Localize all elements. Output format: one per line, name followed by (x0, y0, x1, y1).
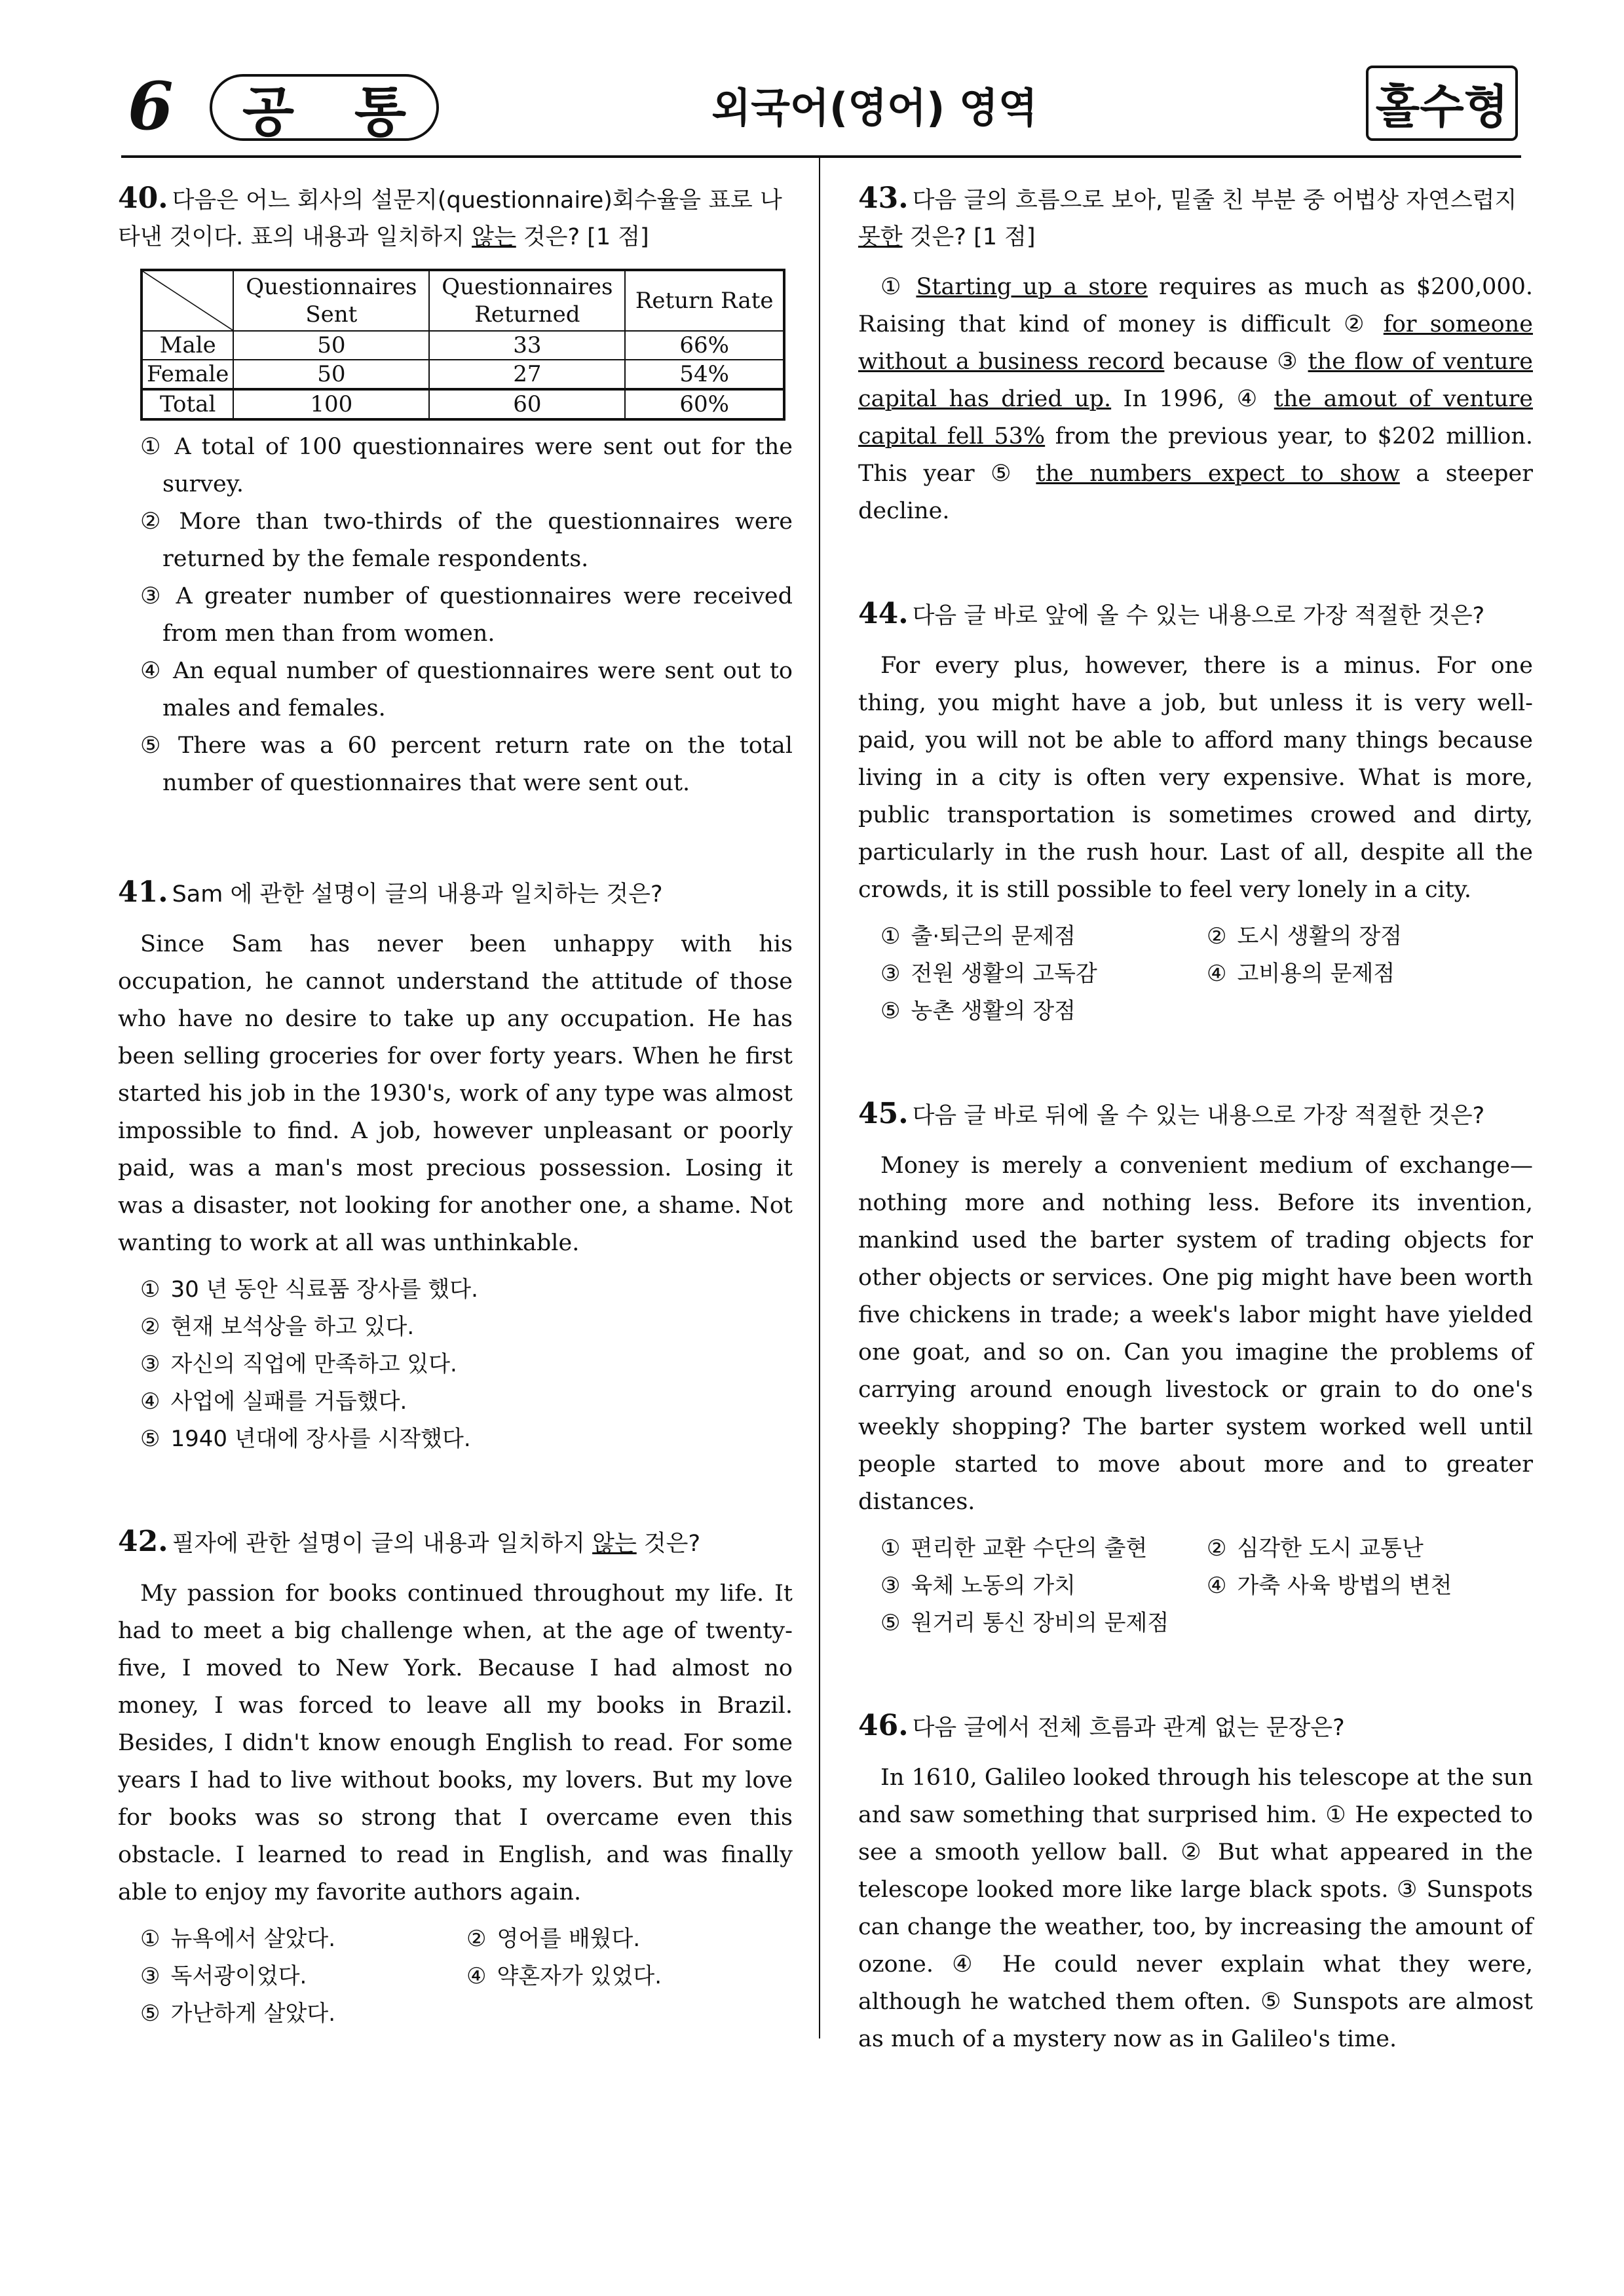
option-text: 육체 노동의 가치 (911, 1573, 1076, 1599)
question-stem (118, 1523, 793, 1562)
option-mark: ② (1207, 1535, 1227, 1561)
option-text: 농촌 생활의 장점 (911, 998, 1076, 1024)
option-mark: ⑤ (140, 1426, 161, 1452)
column-header: Questionnaires Returned (429, 270, 625, 331)
stem-text: 다음 글 바로 앞에 올 수 있는 내용으로 가장 적절한 것은? (912, 603, 1485, 629)
answer-option[interactable] (140, 1995, 466, 2033)
answer-option[interactable] (1207, 1530, 1533, 1567)
left-column (118, 180, 793, 2033)
stem-text-end: 것은? [1 점] (516, 224, 649, 250)
option-text: 뉴욕에서 살았다. (170, 1926, 336, 1952)
answer-option[interactable] (140, 1346, 793, 1383)
table-row (142, 360, 784, 389)
option-mark: ① (140, 434, 164, 460)
stem-underlined: 않는 (592, 1531, 637, 1557)
question-40 (118, 180, 793, 802)
underlined-segment: for someone without a business record (858, 311, 1533, 375)
answer-option[interactable] (880, 1567, 1207, 1605)
underlined-segment: the amout of venture capital fell 53% (858, 386, 1533, 450)
option-mark: ① (140, 1276, 161, 1303)
option-text: 원거리 통신 장비의 문제점 (911, 1610, 1169, 1636)
question-42 (118, 1523, 793, 2033)
option-text: 심각한 도시 교통난 (1237, 1535, 1424, 1561)
reading-passage: For every plus, however, there is a minus. For one thing, you might have a job, but unless it is very well-paid, you will not be able to afford many things because living in a city is often very expensive. What is more, public transportation is sometimes crowed and dirty, particularly in the rush hour. Last of all, despite all the crowds, it is still possible to feel very lonely in a city. (858, 653, 1533, 903)
option-text: 고비용의 문제점 (1237, 961, 1395, 987)
option-mark: ③ (880, 1573, 901, 1599)
answer-option[interactable] (140, 1309, 793, 1346)
option-text: 전원 생활의 고독감 (911, 961, 1097, 987)
answer-option[interactable] (880, 1530, 1207, 1567)
right-column (858, 180, 1533, 2058)
option-text: A greater number of questionnaires were received from men than from women. (162, 583, 793, 647)
option-mark: ② (140, 1314, 161, 1340)
question-number: 43. (858, 182, 909, 215)
answer-option[interactable] (466, 1958, 793, 1995)
option-mark: ⑤ (880, 998, 901, 1024)
common-section-badge (210, 74, 439, 144)
question-stem (858, 180, 1533, 256)
question-41 (118, 874, 793, 1458)
answer-option[interactable] (1207, 1567, 1533, 1605)
passage-segment: a steeper decline. (858, 461, 1533, 524)
option-mark: ④ (1207, 1573, 1227, 1599)
column-header: Return Rate (625, 270, 784, 331)
answer-option[interactable] (1207, 918, 1533, 955)
option-text: 출·퇴근의 문제점 (911, 923, 1076, 949)
answer-option[interactable] (466, 1921, 793, 1958)
answer-option[interactable] (140, 1958, 466, 1995)
option-text: More than two-thirds of the questionnaires were returned by the female respondents. (162, 508, 793, 572)
diagonal-corner-cell (142, 270, 233, 331)
option-mark: ④ (140, 658, 162, 684)
table-cell: 54% (625, 360, 784, 389)
option-text: 현재 보석상을 하고 있다. (170, 1314, 415, 1340)
stem-text: 다음 글 바로 뒤에 올 수 있는 내용으로 가장 적절한 것은? (912, 1103, 1485, 1129)
option-mark: ③ (880, 961, 901, 987)
option-mark: ④ (140, 1388, 161, 1415)
answer-option[interactable] (140, 503, 793, 578)
question-stem (858, 1708, 1533, 1746)
column-divider (819, 158, 820, 2038)
question-stem (118, 180, 793, 256)
option-text: 영어를 배웠다. (497, 1926, 641, 1952)
common-label-2: 통 (354, 81, 407, 144)
stem-text: 다음 글의 흐름으로 보아, 밑줄 친 부분 중 어법상 자연스럽지 (912, 187, 1517, 214)
table-cell: 60% (625, 389, 784, 419)
underlined-segment: Starting up a store (916, 274, 1148, 300)
page-header (121, 62, 1520, 154)
option-mark: ③ (140, 1351, 161, 1377)
option-mark: ③ (140, 583, 166, 609)
option-text: 자신의 직업에 만족하고 있다. (170, 1351, 457, 1377)
answer-option[interactable] (880, 1605, 1533, 1642)
stem-text: 필자에 관한 설명이 글의 내용과 일치하지 (172, 1531, 593, 1557)
option-text: 편리한 교환 수단의 출현 (911, 1535, 1148, 1561)
answer-option[interactable] (140, 1383, 793, 1421)
option-text: 독서광이었다. (170, 1963, 307, 1989)
stem-text: 다음 글에서 전체 흐름과 관계 없는 문장은? (912, 1715, 1345, 1741)
answer-option[interactable] (140, 578, 793, 653)
question-45 (858, 1096, 1533, 1642)
passage-segment: ① (880, 274, 916, 300)
option-text: There was a 60 percent return rate on the total number of questionnaires that were sent out. (162, 733, 793, 796)
table-cell: 27 (429, 360, 625, 389)
header-rule (121, 155, 1521, 158)
table-cell: 66% (625, 331, 784, 360)
option-mark: ① (140, 1926, 161, 1952)
option-text: 사업에 실패를 거듭했다. (170, 1388, 407, 1415)
option-grid (858, 1530, 1533, 1642)
answer-option[interactable] (880, 918, 1207, 955)
page-number: 6 (128, 67, 174, 145)
row-label: Male (142, 331, 233, 360)
question-number: 41. (118, 875, 168, 909)
option-text: A total of 100 questionnaires were sent out for the survey. (162, 434, 793, 497)
option-mark: ① (880, 923, 901, 949)
table-cell: 50 (233, 331, 429, 360)
answer-option[interactable] (880, 993, 1207, 1030)
table-cell: 50 (233, 360, 429, 389)
stem-underlined: 않는 (472, 224, 516, 250)
option-mark: ② (140, 508, 169, 535)
option-mark: ② (466, 1926, 487, 1952)
option-text: 1940 년대에 장사를 시작했다. (170, 1426, 471, 1452)
option-mark: ⑤ (140, 733, 168, 759)
stem-text: Sam 에 관한 설명이 글의 내용과 일치하는 것은? (172, 881, 663, 908)
question-43 (858, 180, 1533, 530)
question-number: 44. (858, 597, 909, 630)
option-mark: ④ (466, 1963, 487, 1989)
question-number: 46. (858, 1709, 909, 1742)
option-mark: ④ (1207, 961, 1227, 987)
option-text: 30 년 동안 식료품 장사를 했다. (170, 1276, 478, 1303)
reading-passage: Since Sam has never been unhappy with his occupation, he cannot understand the attitude of those who have no desire to take up any occupation. He has been selling groceries for over forty years. When he first started his job in the 1930's, work of any type was almost impossible to find. A job, however unpleasant or poorly paid, was a man's most precious possession. Losing it was a disaster, not looking for another one, a shame. Not wanting to work at all was unthinkable. (118, 931, 793, 1256)
option-mark: ① (880, 1535, 901, 1561)
answer-option[interactable] (140, 727, 793, 802)
option-text: 가축 사육 방법의 변천 (1237, 1573, 1452, 1599)
option-text: 가난하게 살았다. (170, 2000, 336, 2027)
answer-option[interactable] (880, 955, 1207, 993)
question-stem (858, 1096, 1533, 1134)
reading-passage: My passion for books continued throughout my life. It had to meet a big challenge when, at the age of twenty-five, I moved to New York. Because I had almost no money, I was forced to leave all my books in Brazil. Besides, I didn't know enough English to read. For some years I had to live without books, my lovers. But my love for books was so strong that I overcame even this obstacle. I learned to read in English, and was finally able to enjoy my favorite authors again. (118, 1580, 793, 1905)
question-46 (858, 1708, 1533, 2058)
section-title: 외국어(영어) 영역 (711, 84, 1038, 132)
table-cell: 60 (429, 389, 625, 419)
answer-option[interactable] (140, 653, 793, 727)
stem-text-end: 것은? [1 점] (902, 224, 1036, 250)
passage-segment: from the previous year, to $202 million. This year ⑤ (858, 423, 1533, 487)
option-grid (858, 918, 1533, 1030)
answer-option[interactable] (1207, 955, 1533, 993)
option-text: An equal number of questionnaires were sent out to males and females. (162, 658, 793, 721)
passage-segment: requires as much as $200,000. Raising that kind of money is difficult ② (858, 274, 1533, 337)
answer-option[interactable] (140, 1921, 466, 1958)
stem-text: 다음은 어느 회사의 설문지(questionnaire)회수율을 표로 나타낸 것이다. 표의 내용과 일치하지 (118, 187, 782, 250)
underlined-segment: the flow of venture capital has dried up. (858, 349, 1533, 412)
option-mark: ② (1207, 923, 1227, 949)
table-cell: 100 (233, 389, 429, 419)
question-number: 45. (858, 1097, 909, 1130)
option-text: 약혼자가 있었다. (497, 1963, 662, 1989)
common-label-1: 공 (242, 81, 295, 144)
option-grid (118, 1921, 793, 2033)
option-mark: ⑤ (140, 2000, 161, 2027)
form-type-box: 홀수형 (1366, 66, 1518, 141)
option-text: 도시 생활의 장점 (1237, 923, 1403, 949)
answer-option[interactable] (140, 1271, 793, 1309)
answer-option[interactable] (140, 429, 793, 503)
passage-segment: In 1996, ④ (1111, 386, 1274, 412)
option-mark: ⑤ (880, 1610, 901, 1636)
underlined-segment: the numbers expect to show (1036, 461, 1400, 487)
row-label: Female (142, 360, 233, 389)
passage-segment: because ③ (1164, 349, 1308, 375)
question-44 (858, 596, 1533, 1030)
reading-passage: Money is merely a convenient medium of exchange—nothing more and nothing less. Before its invention, mankind used the barter system of trading objects for other objects or services. One pig might have been worth five chickens in trade; a week's labor might have yielded one goat, and so on. Can you imagine the problems of carrying around enough livestock or grain to do one's weekly shopping? The barter system worked well until people started to move about more and to greater distances. (858, 1153, 1533, 1515)
reading-passage (858, 269, 1533, 530)
question-stem (118, 874, 793, 913)
stem-text-end: 것은? (636, 1531, 701, 1557)
question-number: 40. (118, 182, 168, 215)
table-row (142, 389, 784, 419)
table-cell: 33 (429, 331, 625, 360)
question-stem (858, 596, 1533, 634)
survey-table (140, 269, 785, 421)
column-header: Questionnaires Sent (233, 270, 429, 331)
row-label: Total (142, 389, 233, 419)
answer-option[interactable] (140, 1421, 793, 1458)
question-number: 42. (118, 1525, 168, 1558)
stem-underlined: 못한 (858, 224, 903, 250)
table-row (142, 331, 784, 360)
table-header-row (142, 270, 784, 331)
reading-passage: In 1610, Galileo looked through his telescope at the sun and saw something that surprised him. ① He expected to see a smooth yellow ball. ② But what appeared in the telescope looked more like large black spots. ③ Sunspots can change the weather, too, by increasing the amount of ozone. ④ He could never explain what they were, although he watched them often. ⑤ Sunspots are almost as much of a mystery now as in Galileo's time. (858, 1765, 1533, 2052)
option-mark: ③ (140, 1963, 161, 1989)
